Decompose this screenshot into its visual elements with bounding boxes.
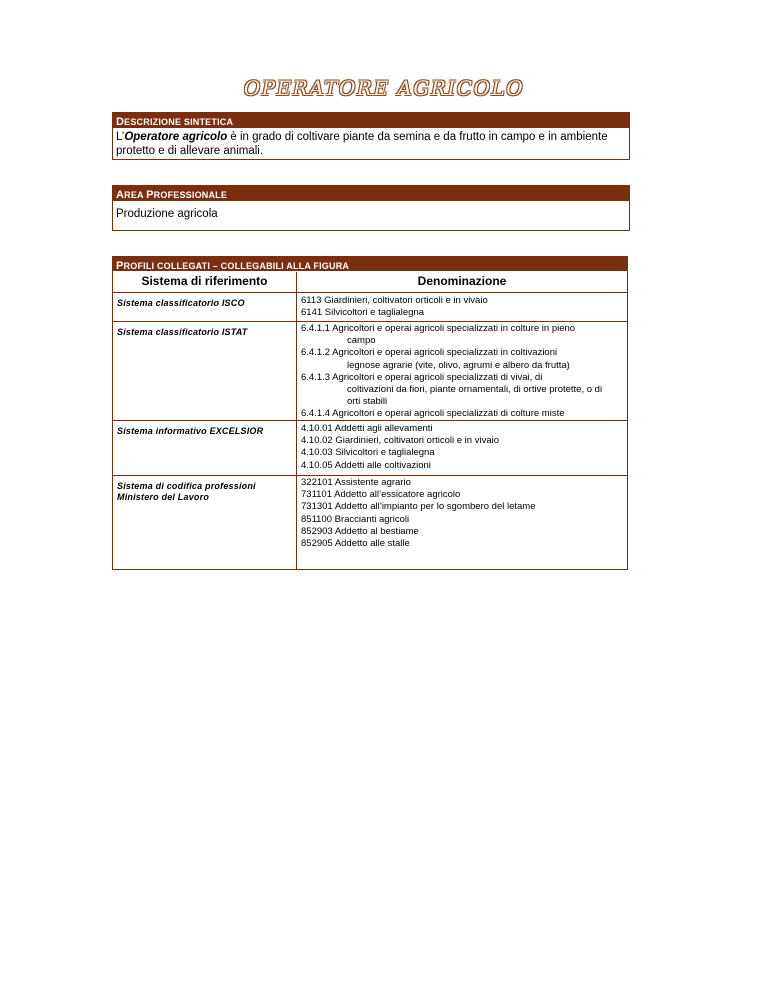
list-item: 4.10.01 Addetti agli allevamenti — [301, 423, 433, 434]
descrizione-prefix: L’ — [116, 131, 125, 143]
row-divider — [113, 292, 627, 293]
area-header-cap: A — [116, 189, 125, 201]
list-item: campo — [347, 335, 376, 347]
list-item: 4.10.02 Giardinieri, coltivatori orticoli e in vivaio — [301, 435, 500, 447]
row-label-istat — [117, 327, 292, 338]
area-text: Produzione agricola — [113, 200, 629, 223]
list-item: orti stabili — [347, 396, 388, 408]
row-divider — [113, 321, 627, 322]
row-label-istat-text: Sistema classificatorio ISTAT — [117, 327, 248, 337]
row-divider — [113, 475, 627, 476]
profili-header-cap: P — [116, 260, 124, 272]
area-header-text: REA — [124, 190, 147, 200]
row-cell-isco — [301, 295, 625, 319]
profili-header-text: ROFILI COLLEGATI – COLLEGABILI ALLA FIGURA — [123, 261, 350, 271]
list-item: 852903 Addetto al bestiame — [301, 525, 419, 537]
descrizione-text — [113, 127, 629, 160]
column-header-denominazione: Denominazione — [417, 274, 507, 288]
descrizione-header — [113, 113, 629, 127]
row-label-excelsior — [117, 426, 292, 437]
row-label-isco — [117, 298, 292, 309]
list-item: 6141 Silvicoltori e taglialegna — [301, 307, 425, 319]
list-item: 6.4.1.3 Agricoltori e operai agricoli specializzati di vivai, di — [301, 371, 543, 383]
profili-header — [113, 257, 627, 271]
page-title: OPERATORE AGRICOLO — [243, 76, 525, 100]
row-label-excelsior-text: Sistema informativo EXCELSIOR — [117, 426, 264, 436]
row-label-ministero-line2: Ministero del Lavoro — [117, 492, 210, 502]
area-section — [112, 185, 630, 231]
descrizione-emphasis: Operatore agricolo — [124, 131, 228, 143]
list-item: 731101 Addetto all’essicatore agricolo — [301, 489, 461, 501]
list-item: 731301 Addetto all’impianto per lo sgombero del letame — [301, 501, 536, 513]
list-item: 6.4.1.4 Agricoltori e operai agricoli specializzati di colture miste — [301, 408, 565, 420]
area-header-text2: ROFESSIONALE — [153, 190, 228, 200]
area-header — [113, 186, 629, 200]
list-item: coltivazioni da fiori, piante ornamentali, di ortive protette, o di — [347, 384, 603, 396]
column-header-sistema: Sistema di riferimento — [141, 274, 268, 288]
row-label-ministero — [117, 481, 292, 503]
row-cell-istat — [301, 323, 625, 421]
list-item: 4.10.03 Silvicoltori e taglialegna — [301, 447, 435, 459]
list-item: legnose agrarie (vite, olivo, agrumi e albero da frutta) — [347, 359, 570, 371]
area-header-cap2: P — [146, 189, 154, 201]
row-cell-excelsior — [301, 423, 625, 472]
descrizione-header-text: ESCRIZIONE SINTETICA — [124, 117, 234, 127]
descrizione-header-cap: D — [116, 116, 125, 128]
list-item: 6.4.1.1 Agricoltori e operai agricoli specializzati in colture in pieno — [301, 323, 576, 334]
list-item: 6113 Giardinieri, coltivatori orticoli e in vivaio — [301, 295, 488, 306]
profili-table — [112, 256, 628, 570]
descrizione-line1: è in grado di coltivare piante da semina e da frutto in campo e in ambiente — [227, 131, 608, 143]
descrizione-section — [112, 112, 630, 160]
list-item: 4.10.05 Addetti alle coltivazioni — [301, 459, 431, 471]
list-item: 322101 Assistente agrario — [301, 477, 411, 488]
row-label-ministero-line1: Sistema di codifica professioni — [117, 481, 256, 491]
descrizione-line2: protetto e di allevare animali. — [116, 145, 264, 157]
list-item: 852905 Addetto alle stalle — [301, 538, 410, 550]
row-label-isco-text: Sistema classificatorio ISCO — [117, 298, 245, 308]
list-item: 6.4.1.2 Agricoltori e operai agricoli specializzati in coltivazioni — [301, 347, 558, 359]
list-item: 851100 Braccianti agricoli — [301, 513, 410, 525]
row-divider — [113, 420, 627, 421]
row-cell-ministero — [301, 477, 625, 550]
